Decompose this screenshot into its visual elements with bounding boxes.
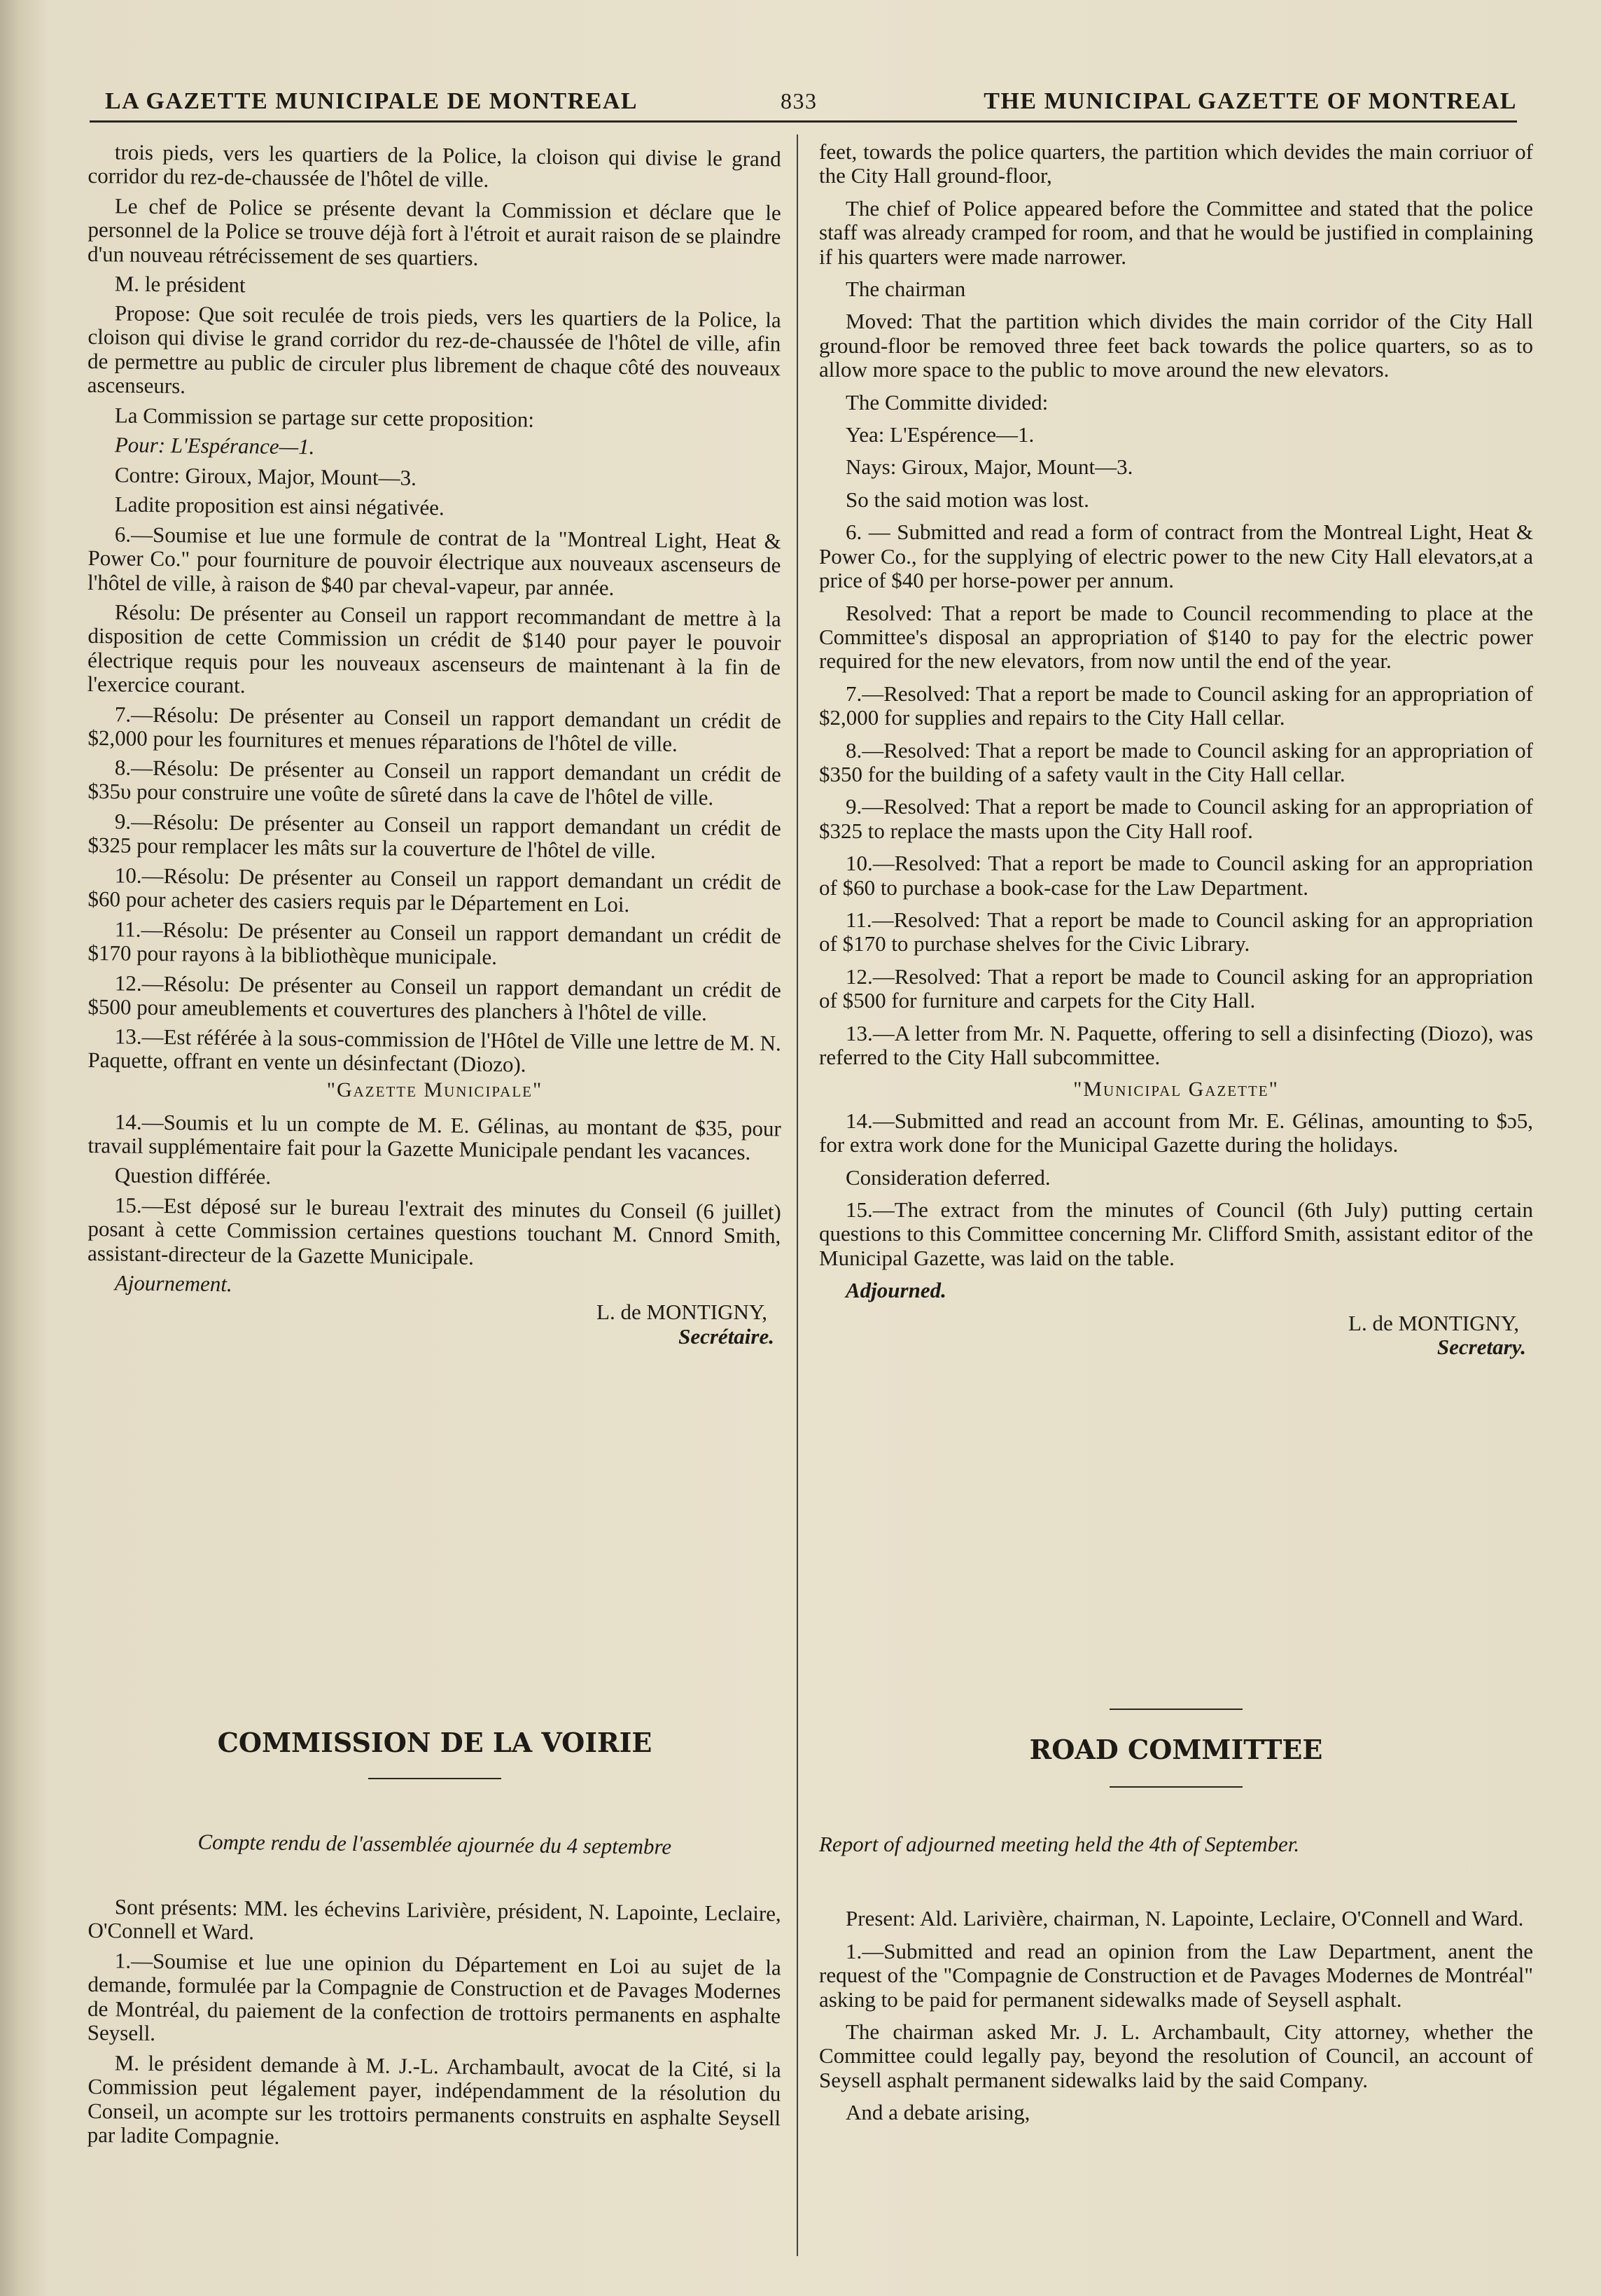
paragraph: And a debate arising, — [846, 2100, 1030, 2125]
section-rule — [1110, 1786, 1243, 1788]
paragraph: Ajournement. — [114, 1270, 232, 1297]
paragraph: 11.—Résolu: De présenter au Conseil un rapport demandant un crédit de $170 pour rayons à la bibliothèque municipale. — [88, 917, 781, 970]
paragraph: Pour: L'Espérance—1. — [114, 432, 315, 459]
paragraph: M. le président demande à M. J.-L. Archambault, avocat de la Cité, si la Commission peut légalement payer, indépendamment de la résolution du Conseil, un acompte sur les trottoirs permanents construits en asphalte Seysell par ladite Compagnie. — [87, 2050, 781, 2149]
gazette-subheading: "Gazette Municipale" — [326, 1078, 543, 1102]
spacer — [88, 1858, 781, 1895]
paragraph: 10.—Resolved: That a report be made to Council asking for an appropriation of $60 to purchase a book-case for the Law Department. — [819, 851, 1533, 900]
section-title: ROAD COMMITTEE — [1029, 1734, 1323, 1765]
paragraph: trois pieds, vers les quartiers de la Police, la cloison qui divise le grand corridor du rez-de-chaussée de l'hôtel de ville. — [88, 139, 781, 193]
gazette-subheading: "Municipal Gazette" — [1073, 1078, 1279, 1101]
paragraph: The chief of Police appeared before the Committee and stated that the police staff was already cramped for room, and that he would be justified in complaining if his quarters were made narrower. — [819, 195, 1533, 269]
signature-title: Secretary. — [1436, 1335, 1526, 1360]
section-title: COMMISSION DE LA VOIRIE — [217, 1727, 652, 1758]
paragraph: Adjourned. — [846, 1278, 946, 1303]
paragraph: Propose: Que soit reculée de trois pieds, vers les quartiers de la Police, la cloison qui divise le grand corridor du rez-de-chaussée de l'hôtel de ville, afin de permettre au public de circuler plus librement de chaque côté des nouveaux ascenseurs. — [87, 300, 781, 399]
page-number: 833 — [781, 88, 818, 113]
paragraph: The chairman — [846, 277, 966, 302]
signature-name: L. de MONTIGNY, — [1348, 1310, 1519, 1335]
header-right-title: THE MUNICIPAL GAZETTE OF MONTREAL — [984, 88, 1517, 114]
paragraph: 11.—Resolved: That a report be made to Council asking for an appropriation of $170 to purchase shelves for the Civic Library. — [819, 907, 1533, 956]
paragraph: feet, towards the police quarters, the partition which devides the main corriuor of the City Hall ground-floor, — [819, 139, 1533, 188]
left-paragraphs-2 — [88, 1110, 781, 1295]
paragraph: Resolved: That a report be made to Council recommending to place at the Committee's disposal an appropriation of $140 to pay for the electric power required for the new elevators, from now until the end of the year. — [819, 600, 1533, 674]
right-section — [819, 1709, 1533, 1788]
paragraph: 9.—Résolu: De présenter au Conseil un rapport demandant un crédit de $325 pour remplacer les mâts sur la couverture de l'hôtel de ville. — [88, 809, 781, 864]
left-column — [88, 140, 781, 1349]
paragraph: La Commission se partage sur cette proposition: — [114, 403, 535, 432]
paragraph: 7.—Resolved: That a report be made to Council asking for an appropriation of $2,000 for supplies and repairs to the City Hall cellar. — [819, 681, 1533, 730]
left-section-body — [88, 1829, 781, 2152]
right-section-body — [819, 1832, 1533, 2134]
signature-title: Secrétaire. — [678, 1323, 774, 1349]
paragraph: The chairman asked Mr. J. L. Archambault, City attorney, whether the Committee could legally pay, beyond the resolution of Council, an account of Seysell asphalt permanent sidewalks laid by the said Company. — [819, 2019, 1533, 2092]
paragraph: 13.—A letter from Mr. N. Paquette, offering to sell a disinfecting (Diozo), was referred to the City Hall subcommittee. — [819, 1020, 1533, 1069]
paragraph: Ladite proposition est ainsi négativée. — [114, 492, 445, 520]
header-left-title: LA GAZETTE MUNICIPALE DE MONTREAL — [105, 88, 638, 114]
paragraph: 15.—Est déposé sur le bureau l'extrait des minutes du Conseil (6 juillet) posant à cette Commission certaines questions touchant M. Cnnord Smith, assistant-directeur de la Gazette Municipale. — [87, 1192, 781, 1269]
paragraph: So the said motion was lost. — [846, 487, 1089, 512]
right-column — [819, 140, 1533, 1359]
paragraph: 7.—Résolu: De présenter au Conseil un rapport demandant un crédit de $2,000 pour les fournitures et menues réparations de l'hôtel de ville. — [88, 701, 781, 756]
paragraph: 14.—Soumis et lu un compte de M. E. Gélinas, au montant de $35, pour travail supplémentaire fait pour la Gazette Municipale pendant les vacances. — [88, 1109, 781, 1164]
spacer — [819, 1865, 1533, 1907]
paragraph: Present: Ald. Larivière, chairman, N. Lapointe, Leclaire, O'Connell and Ward. — [846, 1906, 1524, 1931]
paragraph: Question différée. — [114, 1162, 272, 1190]
paragraph: Sont présents: MM. les échevins Larivière, président, N. Lapointe, Leclaire, O'Connell et Ward. — [88, 1894, 781, 1945]
left-section — [88, 1727, 781, 1779]
section-subtitle: Compte rendu de l'assemblée ajournée du 4 septembre — [197, 1829, 672, 1859]
column-divider — [797, 134, 798, 2256]
paragraph: 12.—Résolu: De présenter au Conseil un rapport demandant un crédit de $500 pour ameublements et couvertures des planchers à l'hôtel de ville. — [88, 970, 781, 1026]
right-paragraphs-2 — [819, 1109, 1533, 1303]
header-rule — [90, 120, 1517, 123]
paragraph: 12.—Resolved: That a report be made to Council asking for an appropriation of $500 for furniture and carpets for the City Hall. — [819, 963, 1533, 1013]
left-paragraphs — [87, 139, 781, 1078]
page-header — [105, 83, 1517, 125]
paragraph: Résolu: De présenter au Conseil un rapport recommandant de mettre à la disposition de cette Commission un crédit de $140 pour payer le pouvoir électrique requis pour les nouveaux ascenseurs de maintenant à la fin de l'exercice courant. — [87, 599, 781, 698]
paragraph: 13.—Est référée à la sous-commission de l'Hôtel de Ville une lettre de M. N. Paquette, offrant en vente un désinfectant (Diozo). — [88, 1024, 781, 1078]
signature-name: L. de MONTIGNY, — [596, 1300, 767, 1325]
paragraph: M. le président — [114, 271, 246, 298]
section-subtitle: Report of adjourned meeting held the 4th of September. — [819, 1832, 1300, 1856]
section-rule — [368, 1778, 501, 1779]
paragraph: 14.—Submitted and read an account from Mr. E. Gélinas, amounting to $ɔ5, for extra work done for the Municipal Gazette during the holidays. — [819, 1108, 1533, 1157]
paragraph: Moved: That the partition which divides the main corridor of the City Hall ground-floor be removed three feet back towards the police quarters, so as to allow more space to the public to move around the new elevators. — [819, 309, 1533, 382]
paragraph: 8.—Resolved: That a report be made to Council asking for an appropriation of $350 for the building of a safety vault in the City Hall cellar. — [819, 737, 1533, 786]
right-paragraphs — [819, 140, 1533, 1069]
paragraph: 15.—The extract from the minutes of Council (6th July) putting certain questions to this Committee concerning Mr. Clifford Smith, assistant editor of the Municipal Gazette, was laid on the table. — [819, 1197, 1533, 1270]
paragraph: Contre: Giroux, Major, Mount—3. — [114, 462, 417, 490]
paragraph: Yea: L'Espérence—1. — [846, 422, 1035, 447]
paragraph: The Committe divided: — [846, 389, 1049, 415]
paragraph: Consideration deferred. — [846, 1164, 1051, 1190]
paragraph: 1.—Soumise et lue une opinion du Département en Loi au sujet de la demande, formulée par la Compagnie de Construction et de Pavages Modernes de Montréal, du paiement de la confection de trottoirs permanents en asphalte Seysell. — [87, 1948, 781, 2046]
paragraph: 6.—Soumise et lue une formule de contrat de la "Montreal Light, Heat & Power Co." pour fourniture de pouvoir électrique aux nouveaux ascenseurs de l'hôtel de ville, à raison de $40 par cheval-vapeur, par année. — [87, 522, 781, 600]
paragraph: 9.—Resolved: That a report be made to Council asking for an appropriation of $325 to replace the masts upon the City Hall roof. — [819, 794, 1533, 843]
paragraph: Nays: Giroux, Major, Mount—3. — [846, 454, 1133, 480]
paragraph: 6. — Submitted and read a form of contract from the Montreal Light, Heat & Power Co., for the supplying of electric power to the new City Hall elevators,at a price of $40 per horse-power per annum. — [819, 520, 1533, 593]
paragraph: 8.—Résolu: De présenter au Conseil un rapport demandant un crédit de $35υ pour construire une voûte de sûreté dans la cave de l'hôtel de ville. — [88, 755, 781, 811]
section-rule — [1110, 1709, 1243, 1710]
paragraph: 10.—Résolu: De présenter au Conseil un rapport demandant un crédit de $60 pour acheter des casiers requis par le Département en Loi. — [88, 863, 781, 917]
paragraph: Le chef de Police se présente devant la Commission et déclare que le personnel de la Police se trouve déjà fort à l'étroit et aurait raison de se plaindre d'un nouveau rétrécissement de ses quartiers. — [87, 193, 781, 270]
paragraph: 1.—Submitted and read an opinion from the Law Department, anent the request of the "Compagnie de Construction et de Pavages Modernes de Montréal" asking to be paid for permanent sidewalks made of Seysell asphalt. — [819, 1938, 1533, 2012]
